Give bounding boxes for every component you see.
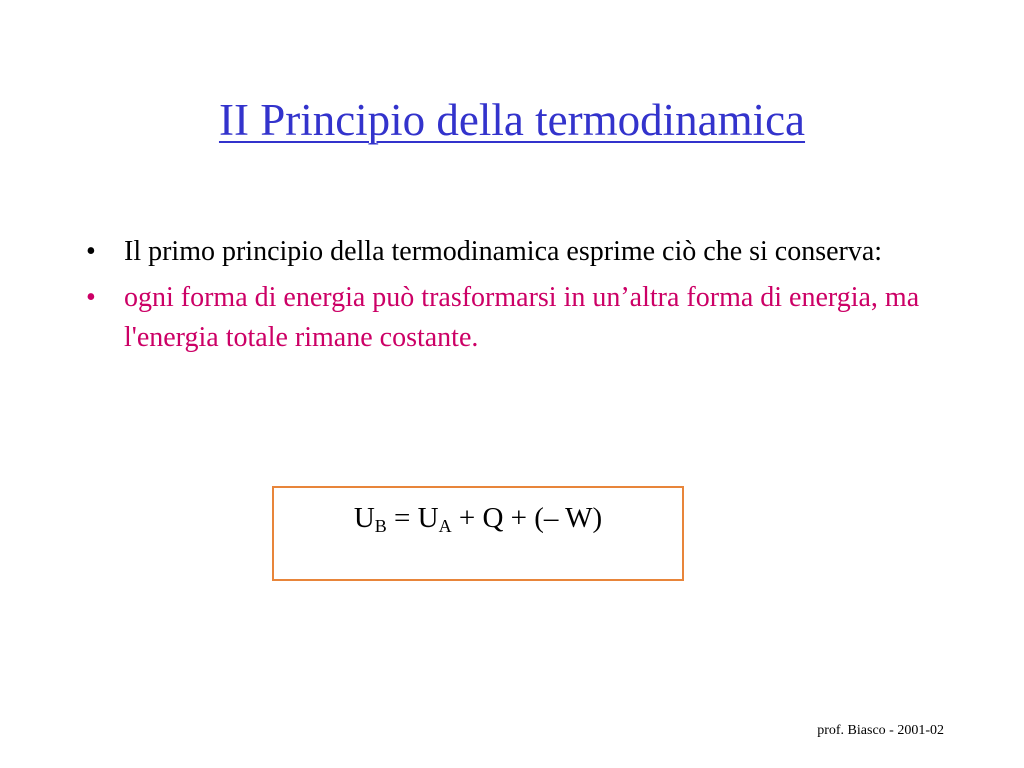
formula-rhs-symbol: U — [417, 502, 439, 534]
formula-rhs-subscript: A — [438, 516, 452, 536]
bullet-text: ogni forma di energia può trasformarsi in un’altra forma di energia, ma l'energia totale rimane costante. — [124, 282, 920, 353]
bullet-text: Il primo principio della termodinamica esprime ciò che si conserva: — [124, 236, 883, 267]
slide-title-text: II Principio della termodinamica — [218, 95, 806, 145]
bullet-dot-icon: • — [86, 236, 96, 267]
formula-rest: + Q + (– W) — [451, 502, 603, 534]
formula-lhs-symbol: U — [353, 502, 375, 534]
bullet-list — [86, 232, 946, 364]
bullet-dot-icon: • — [86, 282, 96, 313]
formula-equals: = — [386, 502, 418, 534]
formula-box — [272, 486, 684, 581]
bullet-item-first-principle — [86, 232, 946, 272]
slide-footer: prof. Biasco - 2001-02 — [817, 723, 944, 738]
formula-lhs-subscript: B — [374, 516, 387, 536]
slide-title — [0, 92, 1024, 148]
formula — [274, 500, 682, 536]
bullet-item-energy-conservation — [86, 278, 946, 358]
